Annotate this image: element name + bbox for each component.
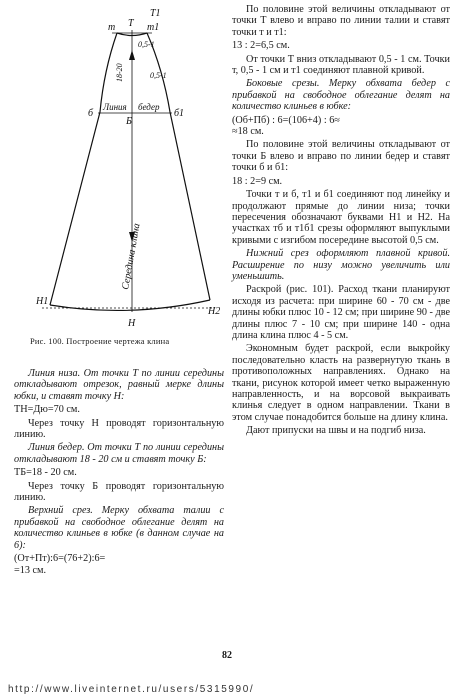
label-dim-05-left: 0,5-1: [138, 40, 155, 49]
formula: (Об+Пб) : 6=(106+4) : 6≈: [232, 114, 340, 126]
paragraph: Линия бедер. От точки Т по линии середины откладывают 18 - 20 см и ставят точку Б:: [14, 442, 224, 465]
label-b1: б1: [174, 108, 185, 119]
formula: ТБ=18 - 20 см.: [14, 467, 77, 479]
left-column: [14, 368, 224, 578]
label-b: б: [88, 108, 94, 119]
formula: ТН=Дю=70 см.: [14, 404, 80, 416]
paragraph: Боковые срезы. Мерку обхвата бедер с прибавкой на свободное облегание делят на количество клиньев в юбке:: [232, 78, 450, 113]
label-T: Т: [128, 18, 134, 29]
paragraph: По половине этой величины откладывают от точки Т влево и вправо по линии талии и ставят точки т и т1:: [232, 4, 450, 38]
label-B: Б: [126, 116, 132, 127]
paragraph: Нижний срез оформляют плавной кривой. Расширение по низу можно увеличить или уменьшить.: [232, 248, 450, 282]
paragraph: Экономным будет раскрой, если выкройку последовательно класть на развернутую ткань в противоположных направлениях. Однако на ткани, рисунок которой имеет четко выраженную направленность, и на ворсовой выкраивать клинья следует в одном направлении. Ткани в этом случае понадобится больше на длину клина.: [232, 343, 450, 423]
left-side-seam: [50, 33, 117, 305]
page-number: 82: [222, 650, 232, 661]
paragraph: Через точку Б проводят горизонтальную линию.: [14, 480, 224, 504]
formula: 18 : 2=9 см.: [232, 175, 283, 187]
paragraph: Линия низа. От точки Т по линии середины откладывают отрезок, равный мерке длины юбки, и ставят точку Н:: [14, 368, 224, 402]
gore-pattern-figure: [0, 0, 230, 335]
label-dim-05-right: 0,5-1: [150, 71, 167, 80]
watermark-url: http://www.liveinternet.ru/users/5315990/: [8, 684, 255, 695]
figure-caption: Рис. 100. Построение чертежа клина: [30, 336, 170, 346]
paragraph: От точки Т вниз откладывают 0,5 - 1 см. Точки т, 0,5 - 1 см и т1 соединяют плавной кривой.: [232, 53, 450, 77]
paragraph: Через точку Н проводят горизонтальную линию.: [14, 417, 224, 441]
right-column: [232, 4, 450, 439]
label-H1: Н1: [36, 296, 49, 307]
label-H: Н: [128, 318, 136, 329]
label-hip-line-2: бедер: [138, 102, 160, 112]
label-t1: т1: [147, 22, 160, 33]
paragraph: Раскрой (рис. 101). Расход ткани планируют исходя из расчета: при ширине 60 - 70 см - две длины юбки плюс 10 - 12 см; при ширине 90 - две длины плюс 7 - 10 см; при ширине 140 - одна длина клина плюс 4 - 5 см.: [232, 284, 450, 341]
paragraph: Верхний срез. Мерку обхвата талии с прибавкой на свободное облегание делят на количество клиньев в юбке (в данном случае на 6):: [14, 505, 224, 551]
label-dim-18: 18-20: [115, 63, 124, 82]
label-center-line: Середина клина: [120, 222, 143, 291]
formula: =13 см.: [14, 564, 46, 576]
hem-line: [50, 300, 210, 310]
formula: 13 : 2=6,5 см.: [232, 40, 290, 52]
label-T1: Т1: [150, 8, 161, 19]
paragraph: По половине этой величины откладывают от точки Б влево и вправо по линии бедер и ставят точки б и б1:: [232, 139, 450, 174]
label-hip-line: Линия: [103, 102, 127, 112]
formula: ≈18 см.: [232, 126, 264, 138]
paragraph: Точки т и б, т1 и б1 соединяют под линейку и продолжают прямые до линии низа; точки пересечения обозначают буквами Н1 и Н2. На участках тб и т1б1 срезы оформляют выпуклыми кривыми с изгибом посередине высотой 0,5 см.: [232, 189, 450, 246]
label-t: т: [108, 22, 116, 33]
formula: (От+Пт):6=(76+2):6=: [14, 553, 106, 565]
paragraph: Дают припуски на швы и на подгиб низа.: [246, 425, 426, 437]
label-H2: Н2: [208, 306, 221, 317]
